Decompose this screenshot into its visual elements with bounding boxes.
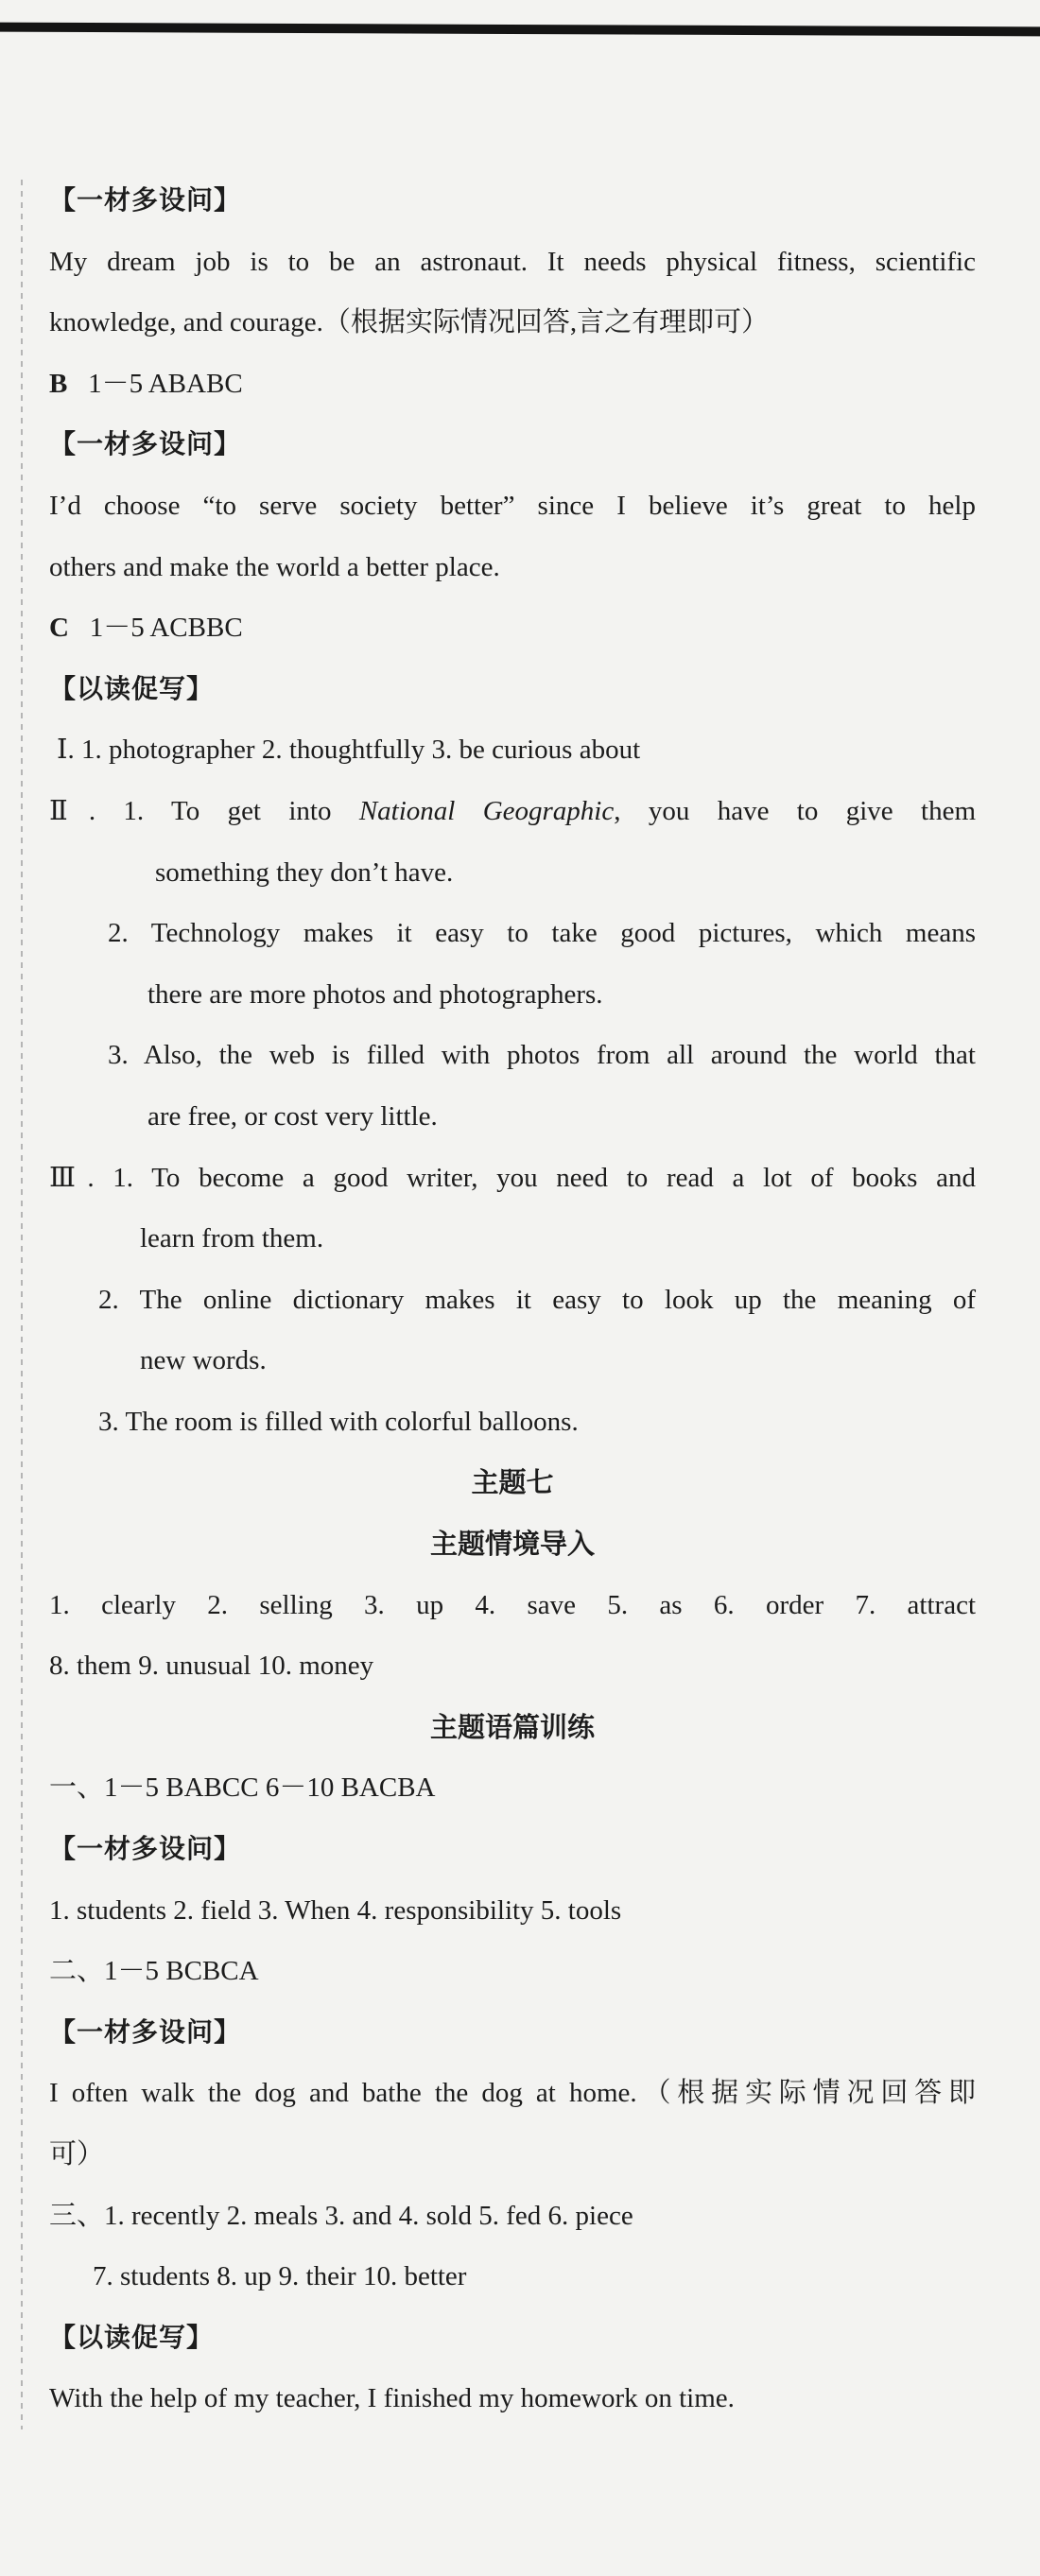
answer-text-part: , you have to give them (614, 795, 976, 826)
answer-text: Ⅰ. 1. photographer 2. thoughtfully 3. be curious about (57, 735, 641, 766)
answer-text: Ⅲ. 1. To become a good writer, you need to read a lot of books and (49, 1162, 976, 1193)
part-label: B (49, 368, 68, 399)
theme-title: 主题七 (471, 1466, 554, 1499)
answer-text: 可） (49, 2139, 105, 2170)
answer-key: 二、1－5 BCBCA (49, 1956, 259, 1987)
part-label: C (49, 613, 69, 644)
section-heading: 【一材多设问】 (49, 428, 242, 460)
answer-text: I’d choose “to serve society better” since I believe it’s great to help (49, 490, 976, 521)
top-ink-band (0, 23, 1040, 37)
answer-text: new words. (140, 1345, 267, 1376)
answer-text-part: Ⅱ. 1. To get into (49, 795, 359, 826)
answer-key: 一、1－5 BABCC 6－10 BACBA (49, 1772, 436, 1804)
answer-text: 1. clearly 2. selling 3. up 4. save 5. as 6. order 7. attract (49, 1589, 976, 1620)
section-heading: 【以读促写】 (49, 672, 215, 704)
subsection-title: 主题语篇训练 (429, 1710, 595, 1743)
answer-text: there are more photos and photographers. (147, 978, 603, 1010)
answer-text: With the help of my teacher, I finished my homework on time. (49, 2383, 735, 2414)
answer-page (49, 170, 976, 2429)
answer-text: 三、1. recently 2. meals 3. and 4. sold 5. fed 6. piece (49, 2200, 633, 2231)
section-heading: 【一材多设问】 (49, 184, 242, 216)
answer-key: 1－5 ACBBC (89, 613, 243, 644)
section-heading: 【一材多设问】 (49, 2015, 242, 2048)
margin-rule (21, 180, 23, 2429)
answer-text: I often walk the dog and bathe the dog at home.（根据实际情况回答即 (49, 2078, 976, 2109)
answer-text: 2. The online dictionary makes it easy to look up the meaning of (98, 1284, 976, 1315)
answer-row-c (49, 597, 976, 659)
answer-text: are free, or cost very little. (147, 1100, 438, 1132)
answer-text: 2. Technology makes it easy to take good pictures, which means (108, 918, 976, 949)
answer-text (49, 781, 976, 842)
answer-text: learn from them. (140, 1223, 324, 1254)
answer-text: My dream job is to be an astronaut. It needs physical fitness, scientific (49, 246, 976, 277)
answer-text: 7. students 8. up 9. their 10. better (93, 2261, 467, 2292)
answer-text: 3. The room is filled with colorful balloons. (98, 1406, 579, 1437)
answer-row-b (49, 354, 976, 415)
section-heading: 【以读促写】 (49, 2321, 215, 2353)
answer-text: 8. them 9. unusual 10. money (49, 1651, 374, 1682)
subsection-title: 主题情境导入 (429, 1528, 595, 1561)
top-edge (0, 0, 1040, 49)
answer-text: others and make the world a better place. (49, 551, 500, 582)
answer-key: 1－5 ABABC (88, 368, 243, 399)
section-heading: 【一材多设问】 (49, 1833, 242, 1865)
italic-title: National Geographic (358, 795, 615, 826)
answer-text: something they don’t have. (155, 856, 454, 888)
answer-text: 1. students 2. field 3. When 4. responsibility 5. tools (49, 1894, 622, 1926)
answer-text: knowledge, and courage.（根据实际情况回答,言之有理即可） (49, 307, 770, 338)
answer-text: 3. Also, the web is filled with photos from all around the world that (108, 1040, 976, 1071)
